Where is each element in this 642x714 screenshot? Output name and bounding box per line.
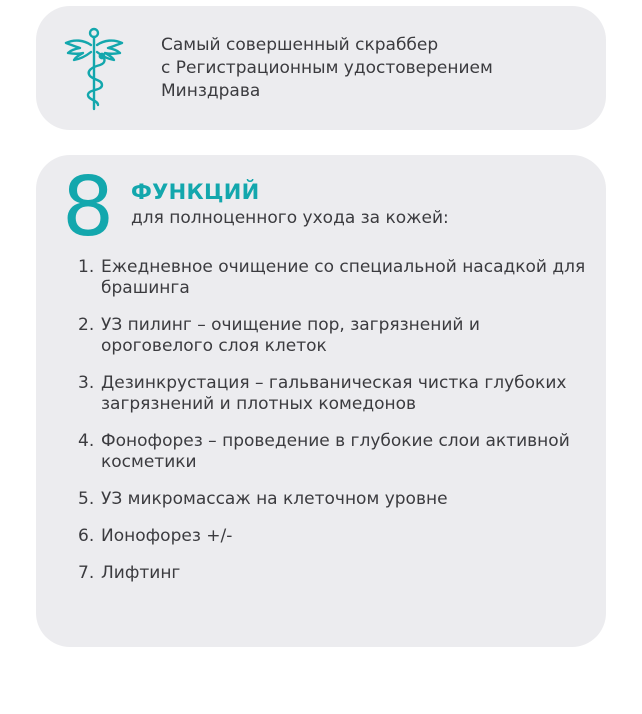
list-item-text: УЗ микромассаж на клеточном уровне [101,489,448,509]
list-item-text: Дезинкрустация – гальваническая чистка глубоких загрязнений и плотных комедонов [101,373,567,414]
list-item [78,257,588,299]
list-item [78,563,588,584]
list-item-number: 2. [78,315,95,335]
list-item-number: 7. [78,563,95,583]
list-item [78,489,588,510]
list-item-number: 5. [78,489,95,509]
list-item-number: 4. [78,431,95,451]
list-item [78,526,588,547]
list-item-text: Фонофорез – проведение в глубокие слои активной косметики [101,431,570,472]
functions-subtitle: для полноценного ухода за кожей: [131,208,449,228]
intro-text [161,34,493,103]
list-item [78,373,588,415]
list-item-text: Лифтинг [101,563,181,583]
functions-title: ФУНКЦИЙ [131,180,260,204]
list-item-text: УЗ пилинг – очищение пор, загрязнений и ороговелого слоя клеток [101,315,480,356]
intro-line-1: Самый совершенный скраббер [161,35,439,55]
list-item-number: 1. [78,257,95,277]
list-item-number: 6. [78,526,95,546]
functions-count: 8 [62,160,115,255]
intro-line-2: с Регистрационным удостоверением [161,58,493,78]
intro-line-3: Минздрава [161,81,261,101]
list-item [78,315,588,357]
list-item [78,431,588,473]
intro-card [36,6,606,130]
functions-list [78,257,588,600]
functions-card [36,155,606,647]
list-item-text: Ионофорез +/- [101,526,233,546]
caduceus-icon [64,23,124,113]
list-item-number: 3. [78,373,95,393]
list-item-text: Ежедневное очищение со специальной насадкой для брашинга [101,257,586,298]
